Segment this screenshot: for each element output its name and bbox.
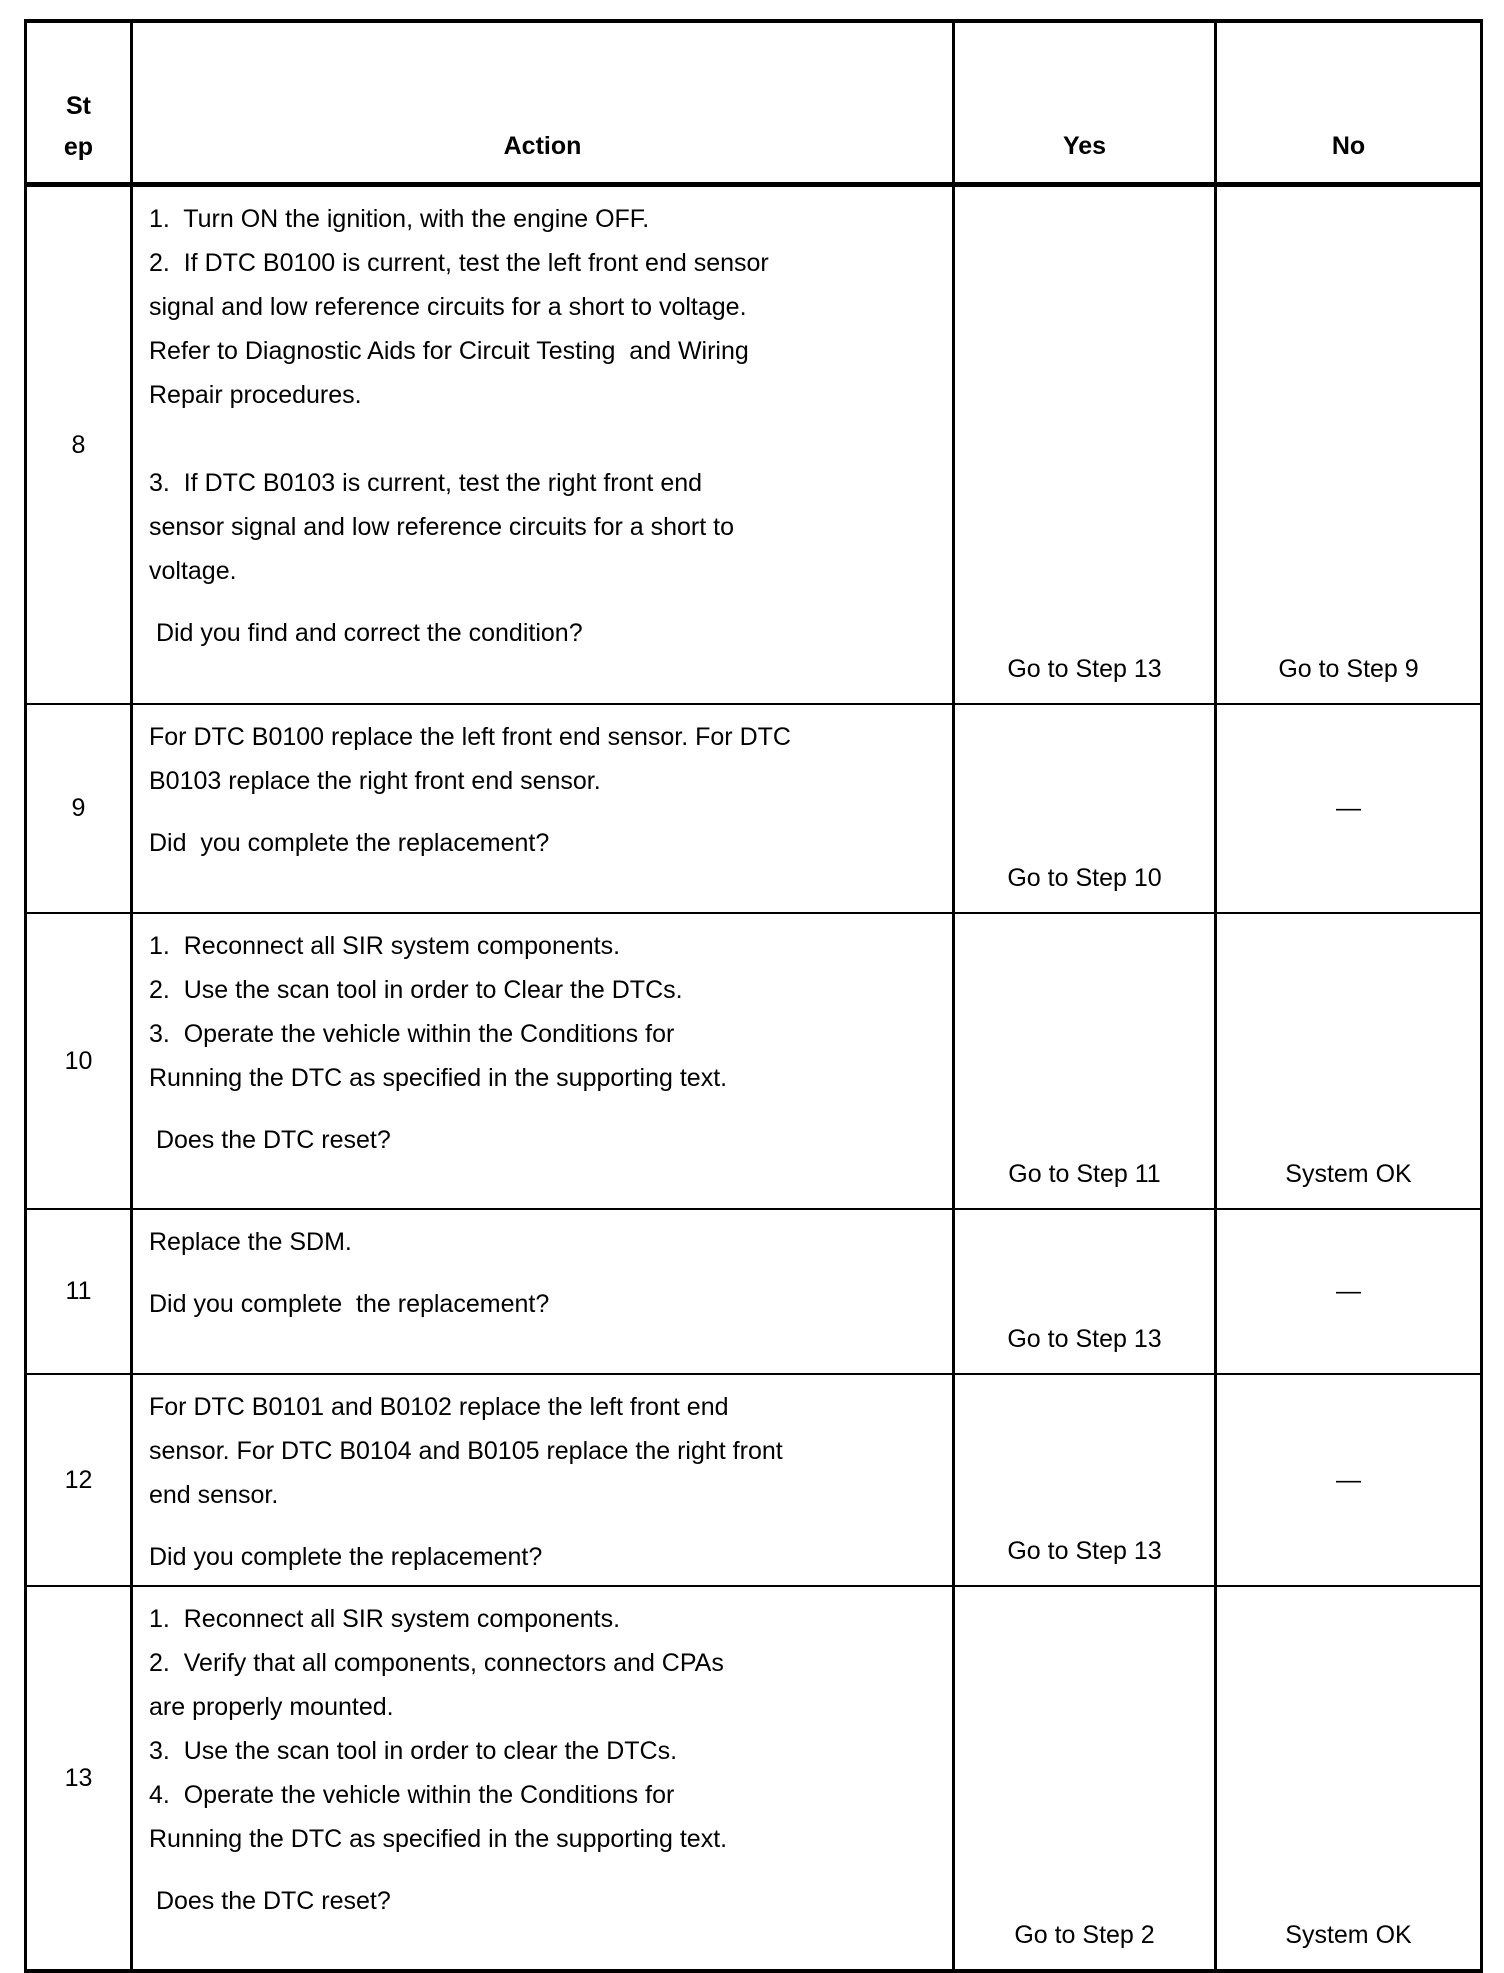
table-row	[26, 1586, 1482, 1971]
action-line: 3. If DTC B0103 is current, test the right front end	[149, 469, 703, 497]
header-step-line: ep	[63, 133, 94, 161]
yes-cell: Go to Step 13	[954, 1209, 1216, 1374]
no-cell: Go to Step 9	[1216, 185, 1482, 704]
step-number: 11	[26, 1209, 132, 1374]
action-question: Did you find and correct the condition?	[149, 619, 583, 647]
step-number: 13	[26, 1586, 132, 1971]
action-line: For DTC B0100 replace the left front end sensor. For DTC	[149, 722, 791, 751]
no-cell: —	[1216, 1374, 1482, 1586]
header-no: No	[1216, 21, 1482, 185]
action-line: Running the DTC as specified in the supporting text.	[149, 1063, 728, 1092]
no-cell: System OK	[1216, 913, 1482, 1209]
table-row	[26, 185, 1482, 704]
action-line: For DTC B0101 and B0102 replace the left front end	[149, 1392, 729, 1421]
action-line: 1. Turn ON the ignition, with the engine OFF.	[149, 205, 650, 233]
step-number: 12	[26, 1374, 132, 1586]
header-step	[26, 21, 132, 185]
step-number: 10	[26, 913, 132, 1209]
no-cell: —	[1216, 704, 1482, 913]
action-cell	[132, 1209, 954, 1374]
action-line: sensor. For DTC B0104 and B0105 replace the right front	[149, 1436, 783, 1465]
action-question: Did you complete the replacement?	[149, 1289, 550, 1318]
action-cell	[132, 704, 954, 913]
yes-cell: Go to Step 2	[954, 1586, 1216, 1971]
action-line: 2. If DTC B0100 is current, test the left front end sensor	[149, 249, 769, 277]
yes-cell: Go to Step 11	[954, 913, 1216, 1209]
action-question: Did you complete the replacement?	[149, 1542, 543, 1571]
action-line: sensor signal and low reference circuits for a short to	[149, 513, 734, 541]
yes-cell: Go to Step 13	[954, 1374, 1216, 1586]
action-line: 1. Reconnect all SIR system components.	[149, 1604, 621, 1633]
no-cell: —	[1216, 1209, 1482, 1374]
table-row	[26, 1209, 1482, 1374]
action-cell	[132, 913, 954, 1209]
action-line: 3. Use the scan tool in order to clear the DTCs.	[149, 1736, 678, 1765]
table-row	[26, 913, 1482, 1209]
header-action: Action	[132, 21, 954, 185]
action-line: voltage.	[149, 557, 237, 585]
action-question: Does the DTC reset?	[149, 1886, 391, 1915]
action-line: Repair procedures.	[149, 381, 362, 409]
action-line: Replace the SDM.	[149, 1227, 352, 1256]
action-line: end sensor.	[149, 1480, 279, 1509]
header-step-line: St	[66, 92, 91, 120]
action-cell	[132, 1586, 954, 1971]
action-line: 1. Reconnect all SIR system components.	[149, 931, 621, 960]
header-yes: Yes	[954, 21, 1216, 185]
yes-cell: Go to Step 13	[954, 185, 1216, 704]
action-cell	[132, 185, 954, 704]
table-row	[26, 1374, 1482, 1586]
step-number: 9	[26, 704, 132, 913]
diagnostic-steps-table	[24, 19, 1483, 1973]
action-line: 4. Operate the vehicle within the Conditions for	[149, 1780, 675, 1809]
action-line	[149, 417, 942, 461]
action-line: Running the DTC as specified in the supporting text.	[149, 1824, 728, 1853]
action-question: Did you complete the replacement?	[149, 828, 550, 857]
action-line: B0103 replace the right front end sensor.	[149, 766, 601, 795]
yes-cell: Go to Step 10	[954, 704, 1216, 913]
no-cell: System OK	[1216, 1586, 1482, 1971]
action-line: 3. Operate the vehicle within the Conditions for	[149, 1019, 675, 1048]
action-line: 2. Verify that all components, connectors and CPAs	[149, 1648, 724, 1677]
action-line: 2. Use the scan tool in order to Clear the DTCs.	[149, 975, 683, 1004]
table-row	[26, 704, 1482, 913]
action-line: are properly mounted.	[149, 1692, 394, 1721]
action-line: Refer to Diagnostic Aids for Circuit Testing and Wiring	[149, 337, 749, 365]
header-row	[26, 21, 1482, 185]
action-line: signal and low reference circuits for a short to voltage.	[149, 293, 747, 321]
action-question: Does the DTC reset?	[149, 1125, 391, 1154]
step-number: 8	[26, 185, 132, 704]
action-cell	[132, 1374, 954, 1586]
